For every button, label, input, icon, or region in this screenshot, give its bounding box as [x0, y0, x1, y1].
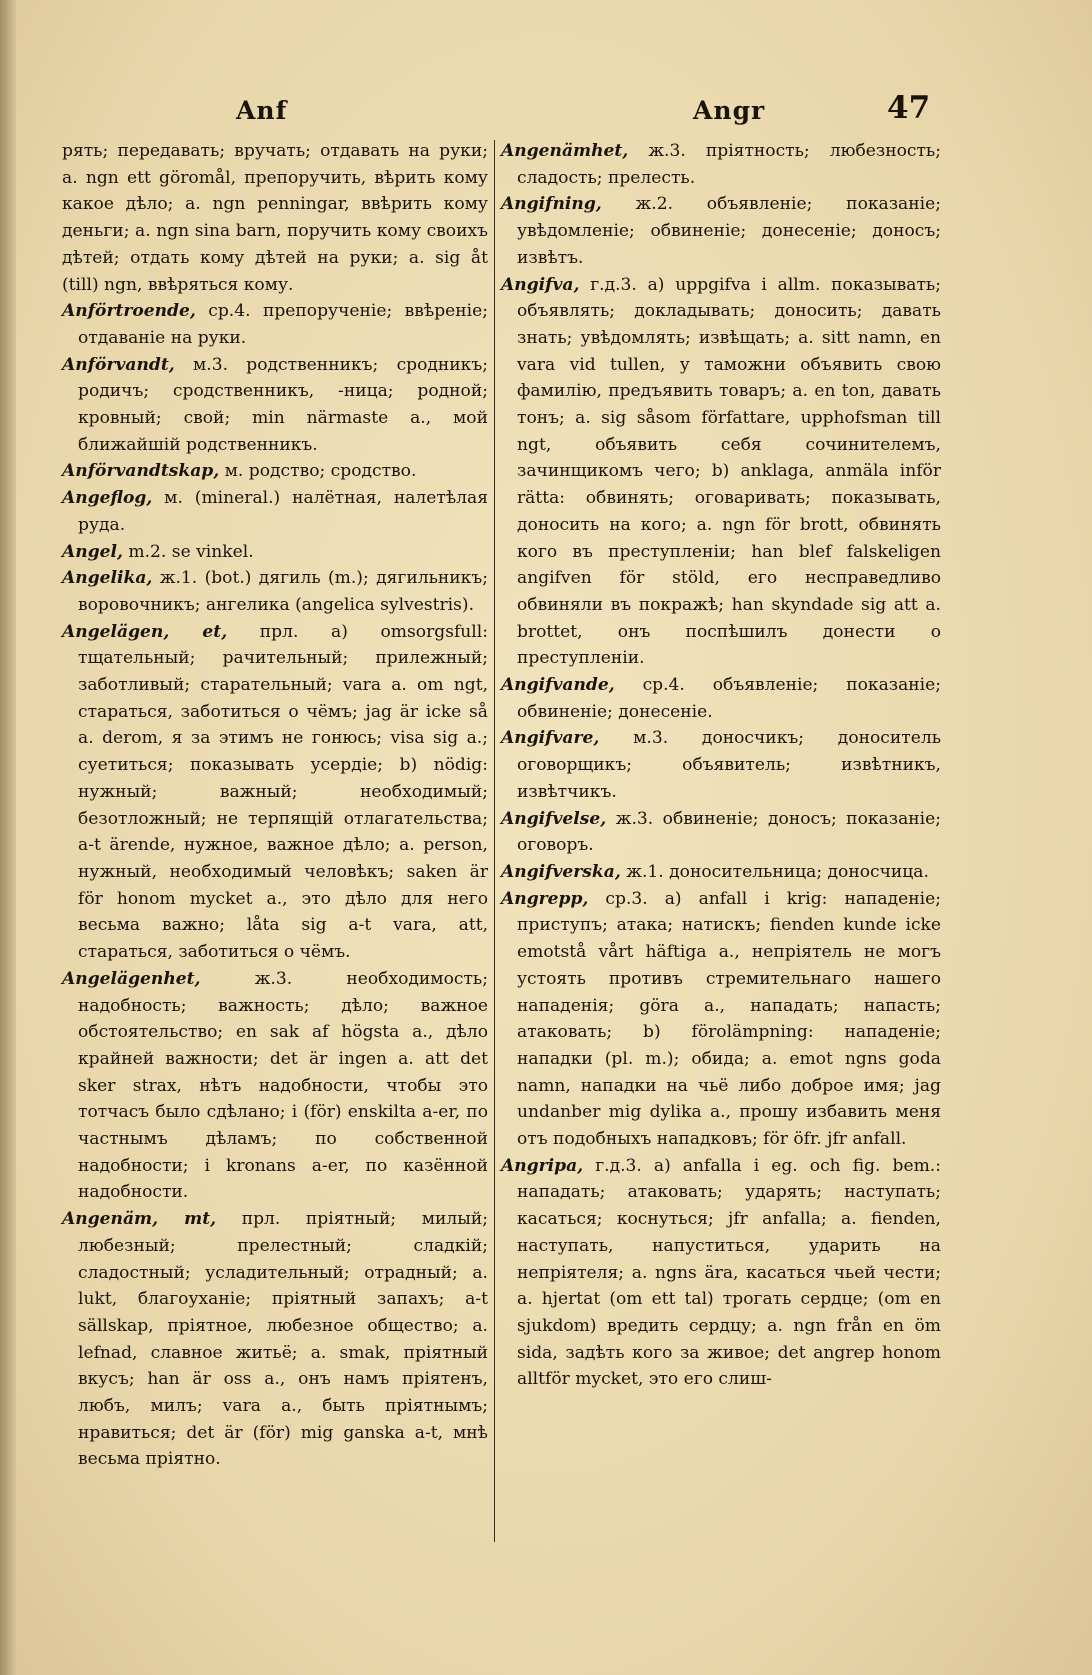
dictionary-entry	[62, 458, 488, 485]
headword: Angelägen, et,	[62, 621, 228, 642]
dictionary-entry	[501, 272, 941, 673]
headword: Angifvare,	[501, 728, 600, 749]
entry-body: ж.1. (bot.) дягиль (m.); дягильникъ; воровочникъ; ангелика (angelica sylvestris).	[78, 568, 488, 615]
entry-body: прл. пріятный; милый; любезный; прелестный; сладкій; сладостный; усладительный; отрадный; a. lukt, благоуханіе; пріятный запахъ; a-t sällskap, пріятное, любезное общество; a. lefnad, славное житьё; a. smak, пріятный вкусъ; han är oss a., онъ намъ пріятенъ, любъ, милъ; vara a., быть пріятнымъ; нравиться; det är (för) mig ganska a-t, мнѣ весьма пріятно.	[78, 1209, 489, 1470]
headword: Angelika,	[62, 568, 153, 589]
entry-body: м. (mineral.) налётная, налетѣлая руда.	[78, 488, 488, 535]
dictionary-entry	[501, 806, 941, 859]
headword: Angeflog,	[62, 488, 153, 509]
entry-body: ж.2. объявленіе; показаніе; увѣдомленіе; обвиненіе; донесеніе; доносъ; извѣтъ.	[517, 194, 941, 268]
entry-body: г.д.3. a) uppgifva i allm. показывать; объявлять; докладывать; доносить; давать знать; увѣдомлять; извѣщать; a. sitt namn, en vara vid tullen, у таможни объявить свою фамилію, предъявить товаръ; a. en ton, давать тонъ; a. sig såsom författare, upphofsman till ngt, объявить себя сочинителемъ, зачинщикомъ чего; b) anklaga, anmäla inför rätta: обвинять; оговаривать; показывать, доносить на кого; a. ngn för brott, обвинять кого въ преступленіи; han blef falskeligen angifven för stöld, его несправедливо обвиняли въ покражѣ; han skyndade sig att a. brottet, онъ поспѣшилъ донести о преступленіи.	[517, 274, 941, 669]
right-column	[501, 138, 941, 1393]
dictionary-entry	[501, 191, 941, 271]
headword: Anförtroende,	[62, 301, 196, 322]
entry-body: г.д.3. a) anfalla i eg. och fig. bem.: нападать; атаковать; ударять; наступать; касаться; коснуться; jfr anfalla; a. fienden, наступать, напуститься, ударить на непріятеля; a. ngns ära, касаться чьей чести; a. hjertat (om ett tal) трогать сердце; (om en sjukdom) вредить сердцу; a. ngn från en öm sida, задѣть кого за живое; det angrep honom alltför mycket, это его слиш-	[517, 1155, 942, 1390]
dictionary-entry	[62, 539, 488, 566]
dictionary-entry	[62, 1206, 488, 1473]
headword: Angrepp,	[501, 888, 589, 909]
dictionary-entry	[62, 619, 488, 966]
entry-body: рять; передавать; вручать; отдавать на руки; a. ngn ett göromål, препоручить, вѣрить кому какое дѣло; a. ngn penningar, ввѣрить кому деньги; a. ngn sina barn, поручить кому своихъ дѣтей; отдать кому дѣтей на руки; a. sig åt (till) ngn, ввѣряться кому.	[62, 141, 488, 295]
headword: Angifverska,	[501, 861, 621, 882]
entry-body: м. родство; сродство.	[224, 461, 417, 482]
headword: Angifning,	[501, 194, 602, 215]
entry-body: прл. a) omsorgsfull: тщательный; рачительный; прилежный; заботливый; старательный; vara a. om ngt, стараться, заботиться о чёмъ; jag är icke så a. derom, я за этимъ не гонюсь; visa sig a.; суетиться; показывать усердіе; b) nödig: нужный; важный; необходимый; безотложный; не терпящій отлагательства; a-t ärende, нужное, важное дѣло; a. person, нужный, необходимый человѣкъ; saken är för honom mycket a., это дѣло для него весьма важно; låta sig a-t vara, att, стараться, заботиться о чёмъ.	[78, 621, 488, 963]
headword: Angifvelse,	[501, 808, 607, 829]
entry-body: ср.4. объявленіе; показаніе; обвиненіе; донесеніе.	[517, 675, 942, 722]
dictionary-entry	[62, 966, 488, 1206]
dictionary-entry	[62, 485, 488, 538]
left-guide-word: Anf	[236, 96, 288, 125]
headword: Angenäm, mt,	[62, 1209, 217, 1230]
entry-body: m.2. se vinkel.	[128, 541, 254, 562]
entry-body: ж.3. пріятность; любезность; сладость; прелесть.	[517, 141, 941, 188]
headword: Angel,	[62, 541, 123, 562]
headword: Anförvandtskap,	[62, 461, 220, 482]
dictionary-entry	[501, 672, 941, 725]
entry-body: ср.3. a) anfall i krig: нападеніе; приступъ; атака; натискъ; fienden kunde icke emotstå vårt häftiga a., непріятель не могъ устоять противъ стремительнаго нашего нападенія; göra a., нападать; напасть; атаковать; b) förolämpning: нападеніе; нападки (pl. m.); обида; a. emot ngns goda namn, нападки на чьё либо доброе имя; jag undanber mig dylika a., прошу избавить меня отъ подобныхъ нападковъ; för öfr. jfr anfall.	[517, 888, 941, 1150]
entry-body: ж.3. необходимость; надобность; важность; дѣло; важное обстоятельство; en sak af högsta a., дѣло крайней важности; det är ingen a. att det sker strax, нѣтъ надобности, чтобы это тотчасъ было сдѣлано; i (för) enskilta a-er, по частнымъ дѣламъ; по собственной надобности; i kronans a-er, по казённой надобности.	[78, 968, 488, 1203]
dictionary-entry	[501, 1153, 941, 1393]
dictionary-entry	[501, 725, 941, 805]
headword: Angifvande,	[501, 675, 615, 696]
entry-body: м.3. доносчикъ; доноситель оговорщикъ; объявитель; извѣтникъ, извѣтчикъ.	[517, 728, 942, 802]
column-divider	[494, 140, 495, 1542]
entry-body: ср.4. препорученіе; ввѣреніе; отдаваніе на руки.	[78, 301, 488, 348]
headword: Anförvandt,	[62, 354, 175, 375]
page-number: 47	[887, 90, 931, 126]
dictionary-entry	[62, 352, 488, 459]
headword: Angenämhet,	[501, 141, 629, 161]
dictionary-entry	[62, 565, 488, 618]
dictionary-entry	[501, 138, 941, 191]
entry-body: ж.1. доносительница; доносчица.	[626, 861, 929, 882]
page-header	[0, 90, 1092, 136]
page-edge	[0, 0, 16, 1675]
right-guide-word: Angr	[693, 96, 766, 125]
dictionary-entry	[62, 298, 488, 351]
entry-body: ж.3. обвиненіе; доносъ; показаніе; оговоръ.	[517, 808, 941, 856]
entry-body: м.3. родственникъ; сродникъ; родичъ; сродственникъ, -ница; родной; кровный; свой; min närmaste a., мой ближайшій родственникъ.	[78, 354, 489, 455]
left-column	[62, 138, 488, 1473]
headword: Angifva,	[501, 274, 580, 295]
dictionary-entry	[62, 138, 488, 298]
headword: Angripa,	[501, 1155, 584, 1176]
headword: Angelägenhet,	[62, 968, 201, 989]
dictionary-entry	[501, 859, 941, 886]
dictionary-entry	[501, 886, 941, 1153]
